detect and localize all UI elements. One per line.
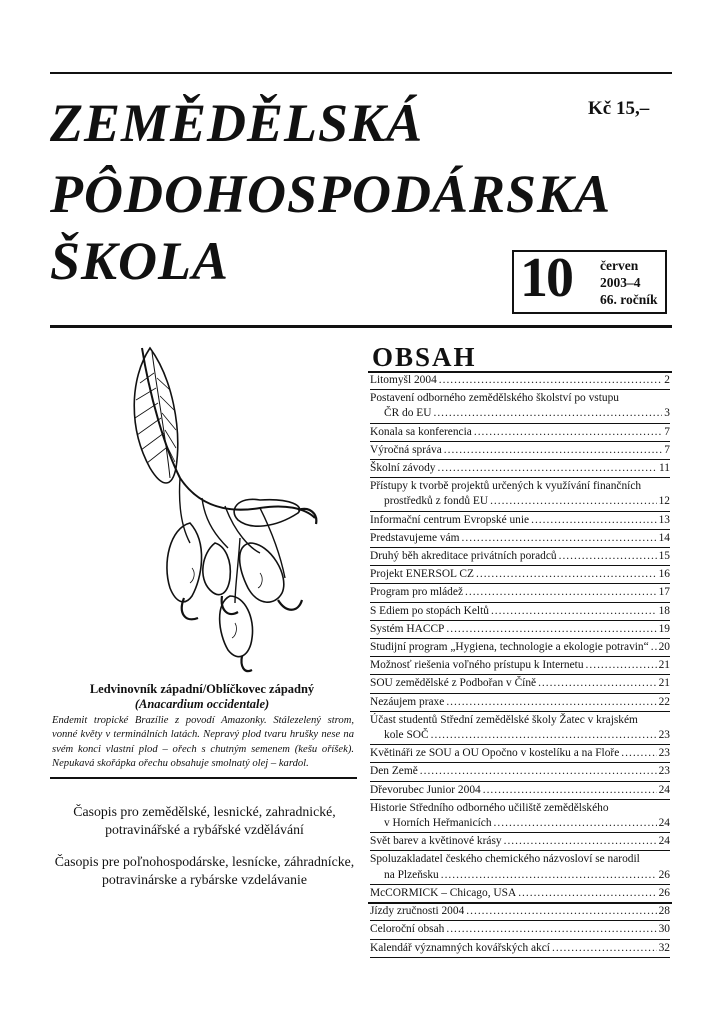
- toc-item: [370, 921, 670, 939]
- toc-leader-dots: [651, 640, 657, 655]
- toc-item-title: Konala sa konferencia: [370, 425, 472, 438]
- toc-leader-dots: [531, 513, 657, 528]
- toc-item-page: 22: [658, 695, 670, 708]
- toc-item-page: 30: [658, 923, 670, 936]
- toc-item: [370, 639, 670, 657]
- issue-number: 10: [520, 247, 572, 309]
- toc-item-title: Výročná správa: [370, 443, 442, 456]
- toc-item-title: Informační centrum Evropské unie: [370, 513, 530, 526]
- toc-item-title: Kalendář významných kovářských akcí: [370, 941, 550, 954]
- toc-item-title: Nezáujem praxe: [370, 695, 445, 708]
- issue-meta: [600, 257, 658, 308]
- toc-item-title: Spoluzakladatel českého chemického názvosloví se narodil: [370, 853, 640, 866]
- toc-item-title: Celoroční obsah: [370, 923, 445, 936]
- toc-leader-dots: [559, 549, 657, 564]
- issue-year: 2003–4: [600, 275, 641, 290]
- about-czech: Časopis pro zemědělské, lesnické, zahradnické, potravinářské a rybářské vzdělávání: [73, 804, 336, 837]
- toc-item-page: 24: [658, 783, 670, 796]
- toc-leader-dots: [491, 604, 657, 619]
- toc-item-title: McCORMICK – Chicago, USA: [370, 886, 517, 899]
- toc-item: [370, 512, 670, 530]
- toc-item-title: Postavení odborného zemědělského školství po vstupu: [370, 392, 619, 405]
- caption-title: Ledvinovník západní/Oblíčkovec západný: [89, 682, 315, 696]
- toc-leader-dots: [518, 886, 656, 901]
- left-column-rule: [50, 777, 357, 779]
- toc-leader-dots: [552, 941, 657, 956]
- toc-item: [370, 940, 670, 958]
- toc-item-page: 17: [658, 586, 670, 599]
- masthead-bottom-rule: [50, 325, 672, 328]
- toc-item-title: Litomyšl 2004: [370, 374, 437, 386]
- toc-item: [370, 675, 670, 693]
- toc-item: [370, 530, 670, 548]
- toc-leader-dots: [490, 494, 657, 509]
- toc-leader-dots: [483, 783, 657, 798]
- price: Kč 15,–: [588, 98, 650, 119]
- toc-item-title: SOU zemědělské z Podbořan v Číně: [370, 677, 537, 690]
- toc-item: [370, 885, 670, 903]
- toc-item-title: Možnosť riešenia voľného prístupu k Internetu: [370, 659, 584, 672]
- toc-item-page: 32: [658, 941, 670, 954]
- toc-item: [370, 390, 670, 423]
- toc-item-title: Přístupy k tvorbě projektů určených k využívání finančních: [370, 480, 642, 493]
- toc-item: [370, 657, 670, 675]
- toc-item-title: Systém HACCP: [370, 622, 445, 635]
- toc-item-page: 7: [664, 425, 670, 438]
- toc-item-page: 23: [658, 729, 670, 742]
- toc-item: [370, 745, 670, 763]
- top-rule: [50, 72, 672, 74]
- toc-item-page: 20: [658, 641, 670, 654]
- toc-item-page: 24: [658, 817, 670, 830]
- toc-leader-dots: [420, 764, 657, 779]
- toc-item: [370, 460, 670, 478]
- toc-item-title: Den Země: [370, 765, 418, 778]
- toc-item: [370, 603, 670, 621]
- toc-item-title: Účast studentů Střední zemědělské školy Žatec v krajském: [370, 713, 638, 726]
- cashew-illustration: [110, 338, 340, 678]
- toc-leader-dots: [431, 728, 657, 743]
- toc-item-page: 24: [658, 835, 670, 848]
- masthead-title-line2: PÔDOHOSPODÁRSKA: [50, 164, 612, 224]
- toc-item: [370, 442, 670, 460]
- toc-item-page: 26: [658, 868, 670, 881]
- masthead-title-line3: ŠKOLA: [50, 231, 230, 291]
- issue-month: červen: [600, 258, 639, 273]
- issue-box: [512, 247, 667, 314]
- toc-item-title: Predstavujeme vám: [370, 531, 460, 544]
- toc-item-page: 26: [658, 886, 670, 899]
- toc-item-page: 23: [658, 747, 670, 760]
- toc-item-title: ČR do EU: [384, 407, 432, 420]
- toc-leader-dots: [439, 373, 663, 388]
- toc-item-title: Projekt ENERSOL CZ: [370, 568, 474, 581]
- toc-leader-dots: [446, 695, 656, 710]
- toc-item-title: prostředků z fondů EU: [384, 495, 489, 508]
- toc-item: [370, 548, 670, 566]
- toc-item-title: S Ediem po stopách Keltů: [370, 604, 489, 617]
- toc-leader-dots: [438, 461, 658, 476]
- toc-item: [370, 763, 670, 781]
- toc-item: [370, 478, 670, 511]
- masthead-title-line1: ZEMĚDĚLSKÁ: [50, 93, 424, 153]
- toc-leader-dots: [504, 834, 657, 849]
- toc-item-page: 21: [658, 659, 670, 672]
- toc-item: [370, 712, 670, 745]
- toc-item: [370, 833, 670, 851]
- toc-item-title: v Horních Heřmanicích: [384, 817, 492, 830]
- toc-item-page: 11: [659, 462, 670, 475]
- toc-item-title: kole SOČ: [384, 729, 429, 742]
- toc-item-title: Historie Středního odborného učiliště zemědělského: [370, 801, 609, 814]
- toc-leader-dots: [446, 622, 656, 637]
- toc-item: [370, 372, 670, 390]
- toc-leader-dots: [474, 425, 662, 440]
- toc-item-title: Dřevorubec Junior 2004: [370, 783, 481, 796]
- toc-leader-dots: [462, 531, 657, 546]
- fruit-1: [167, 523, 202, 602]
- toc-leader-dots: [433, 406, 662, 421]
- toc-item: [370, 903, 670, 921]
- toc-item-page: 16: [658, 568, 670, 581]
- toc-item: [370, 694, 670, 712]
- toc-item-title: Školní závody: [370, 462, 436, 475]
- toc-item-title: Svět barev a květinové krásy: [370, 835, 502, 848]
- toc-item-title: na Plzeňsku: [384, 868, 439, 881]
- toc-item-title: Jízdy zručnosti 2004: [370, 905, 465, 918]
- toc-leader-dots: [476, 567, 657, 582]
- toc-item-page: 15: [658, 550, 670, 563]
- toc-item: [370, 621, 670, 639]
- toc-item-page: 13: [658, 513, 670, 526]
- toc-item: [370, 424, 670, 442]
- toc-item: [370, 782, 670, 800]
- toc-item-page: 14: [658, 531, 670, 544]
- toc-item: [370, 800, 670, 833]
- toc-leader-dots: [444, 443, 663, 458]
- caption-description: Endemit tropické Brazílie z povodí Amazonky. Stálezelený strom, vonné květy v terminálních latách. Nepravý plod tvaru hrušky nese na svém konci vlastní plod – ořech s chutným semenem (kešu oříšek). Nepukavá skořápka ořechu obsahuje smolnatý olej – kardol.: [52, 715, 354, 770]
- toc-leader-dots: [465, 585, 657, 600]
- fruit-3: [203, 543, 231, 595]
- toc-list: [370, 372, 670, 958]
- toc-leader-dots: [494, 816, 657, 831]
- toc-item-page: 7: [664, 443, 670, 456]
- toc-item-page: 28: [658, 905, 670, 918]
- toc-leader-dots: [538, 676, 657, 691]
- toc-leader-dots: [466, 904, 656, 919]
- toc-item: [370, 584, 670, 602]
- about-slovak: Časopis pre poľnohospodárske, lesnícke, záhradnícke, potravinárske a rybárske vzdelávanie: [54, 854, 355, 887]
- toc-item-title: Květináři ze SOU a OU Opočno v kostelíku a na Floře: [370, 747, 620, 760]
- toc-item-title: Studijní program „Hygiena, technologie a ekologie potravin“: [370, 641, 649, 654]
- fruit-4: [240, 543, 284, 602]
- toc-item: [370, 566, 670, 584]
- toc-item-page: 3: [664, 407, 670, 420]
- toc-heading: OBSAH: [372, 342, 477, 372]
- toc-item-page: 2: [664, 374, 670, 386]
- toc-item-title: Druhý běh akreditace privátních poradců: [370, 550, 557, 563]
- toc-item: [370, 851, 670, 884]
- toc-item-page: 21: [658, 677, 670, 690]
- toc-item-page: 23: [658, 765, 670, 778]
- toc-item-page: 12: [658, 495, 670, 508]
- toc-leader-dots: [446, 922, 656, 937]
- issue-volume: 66. ročník: [600, 292, 658, 307]
- toc-leader-dots: [586, 658, 657, 673]
- toc-leader-dots: [621, 746, 656, 761]
- toc-item-page: 18: [658, 604, 670, 617]
- toc-leader-dots: [441, 868, 657, 883]
- toc-item-page: 19: [658, 622, 670, 635]
- caption-latin: (Anacardium occidentale): [134, 697, 270, 711]
- toc-item-title: Program pro mládež: [370, 586, 463, 599]
